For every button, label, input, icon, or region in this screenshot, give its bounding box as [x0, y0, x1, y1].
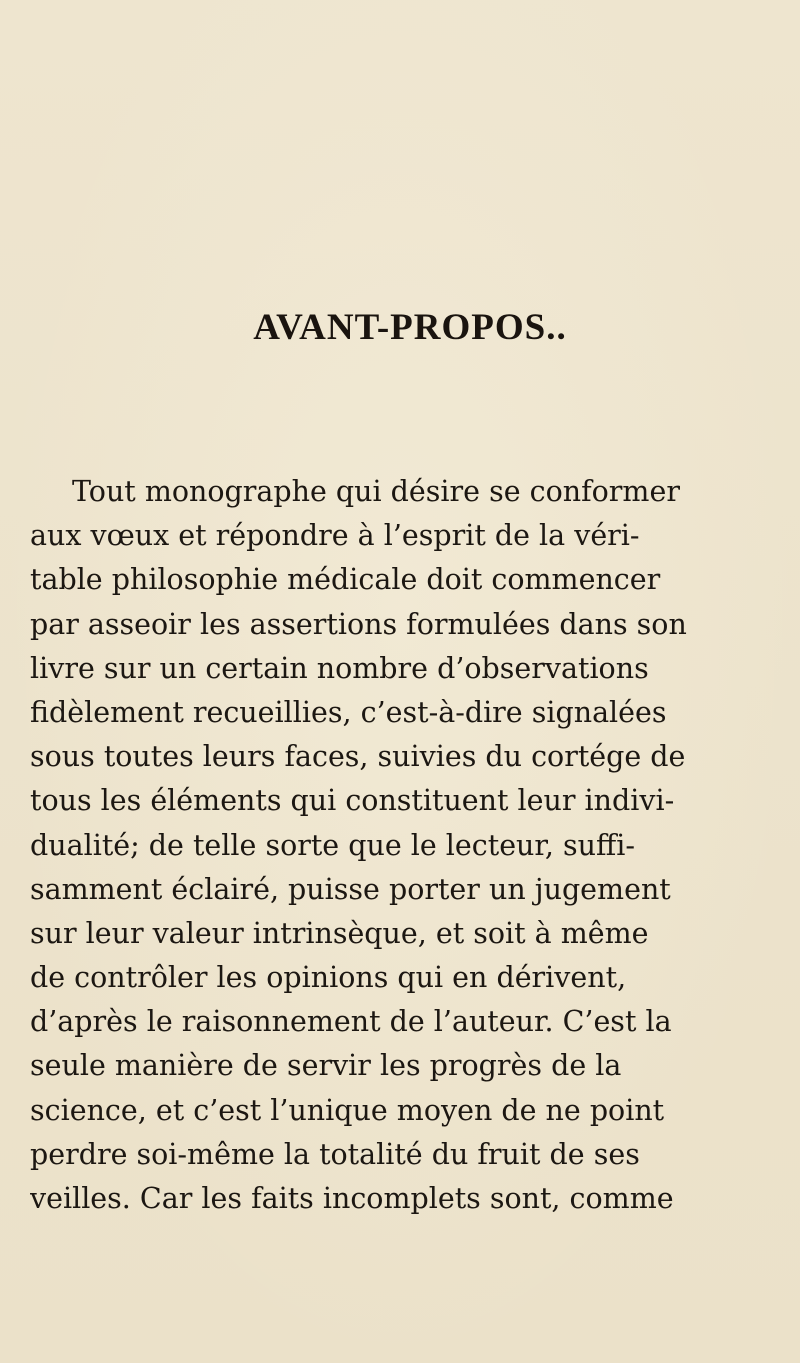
- text-line: Tout monographe qui désire se conformer: [72, 475, 680, 508]
- page-title: AVANT-PROPOS..: [253, 307, 567, 348]
- text-line: veilles. Car les faits incomplets sont, comme: [30, 1182, 674, 1215]
- text-line: samment éclairé, puisse porter un jugement: [30, 872, 671, 906]
- text-line: par asseoir les assertions formulées dans son: [30, 607, 687, 641]
- text-line: dualité; de telle sorte que le lecteur, suffi-: [30, 828, 635, 862]
- text-line: fidèlement recueillies, c’est-à-dire signalées: [30, 695, 667, 729]
- text-line: livre sur un certain nombre d’observations: [30, 651, 649, 685]
- text-line: sous toutes leurs faces, suivies du cortége de: [30, 740, 686, 774]
- text-line: d’après le raisonnement de l’auteur. C’est la: [30, 1005, 672, 1039]
- body-paragraph: [30, 470, 800, 1221]
- text-line: table philosophie médicale doit commencer: [30, 563, 661, 597]
- text-line: tous les éléments qui constituent leur indivi-: [30, 784, 675, 818]
- text-line: aux vœux et répondre à l’esprit de la véri-: [30, 519, 640, 553]
- text-line: de contrôler les opinions qui en dérivent,: [30, 961, 627, 995]
- text-line: science, et c’est l’unique moyen de ne point: [30, 1093, 665, 1127]
- text-line: seule manière de servir les progrès de la: [30, 1049, 622, 1083]
- text-line: sur leur valeur intrinsèque, et soit à même: [30, 916, 649, 950]
- text-line: perdre soi-même la totalité du fruit de ses: [30, 1137, 640, 1171]
